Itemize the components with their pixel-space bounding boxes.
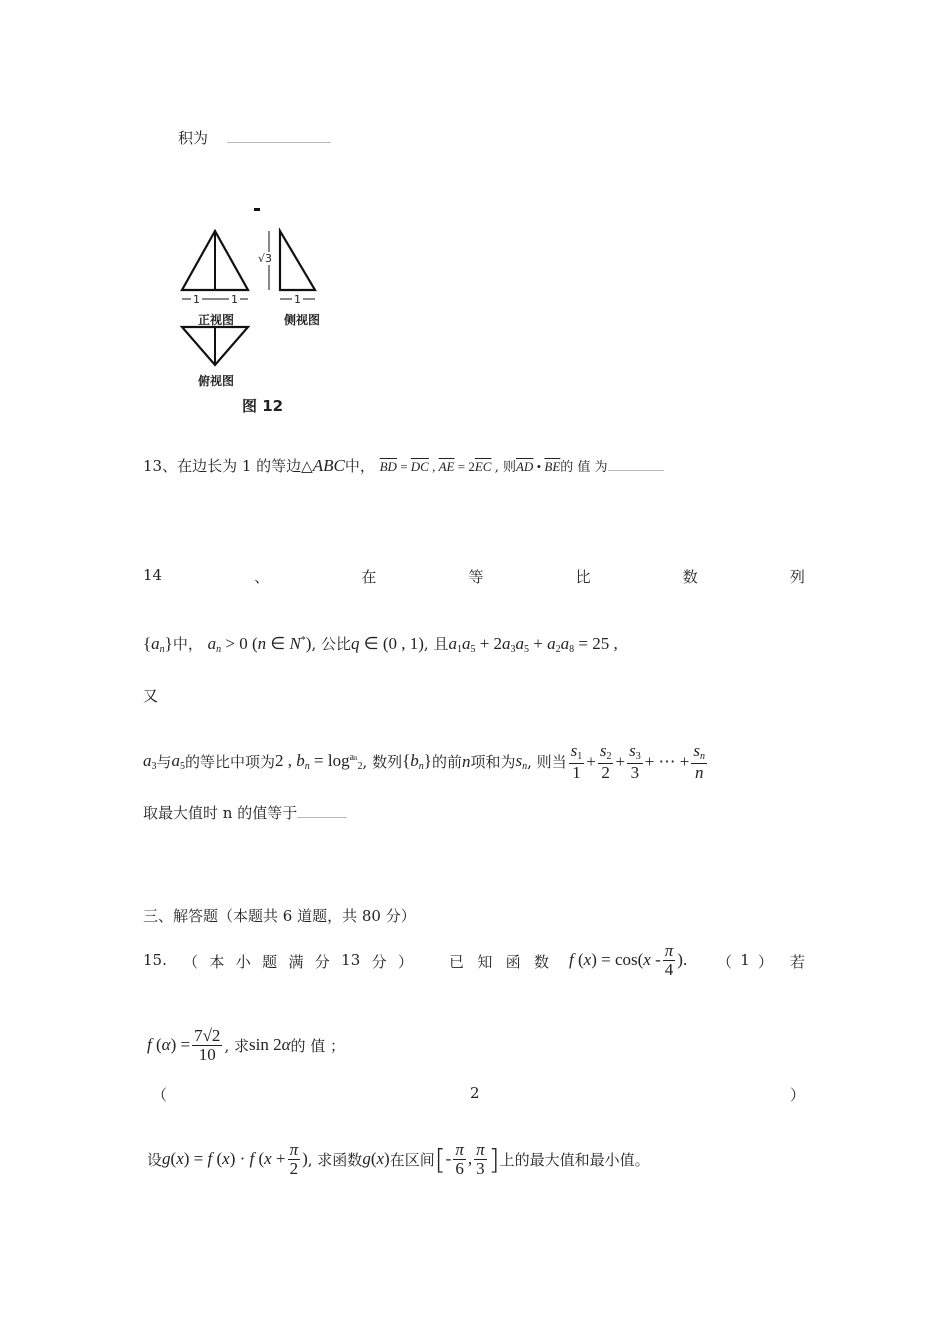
q15-text: ） (757, 953, 773, 971)
q14-text: 的前 (431, 753, 462, 772)
q15-char: 13 (341, 951, 361, 969)
q15-char: ） (397, 953, 413, 971)
q15-text: 上的最大值和最小值。 (499, 1150, 650, 1169)
q15-text: （ (717, 953, 733, 971)
q14-sn: $s_n$ (515, 751, 528, 773)
q13-dot-product: $\overline{AD}$ • $\overline{BE}$ (515, 459, 561, 474)
q15-fraction: $\frac{7√2}{10}$ (194, 1026, 221, 1064)
q15-g-def: g(x) = f (x) · f (x + (162, 1149, 286, 1169)
q14-text: 与 (156, 753, 172, 772)
q15-text: 在区间 (389, 1150, 435, 1169)
q15-char: 满 (288, 953, 304, 971)
q15-part2-close: ） (790, 1086, 806, 1104)
q14-char: 14 (143, 566, 163, 584)
q15-text: 设 (147, 1150, 163, 1169)
q15-text: , 求函数 (307, 1150, 363, 1169)
answer-blank (227, 142, 331, 143)
q14-char: 列 (789, 568, 805, 586)
q15-interval: [ - $\frac{\pi}{6}$ , $\frac{\pi}{3}$ ] (434, 1140, 500, 1178)
q14-ratio-range: q ∈ (0 , 1) (351, 634, 424, 653)
q15-gx: g(x) (362, 1149, 390, 1169)
dim-label-1b: 1 (231, 293, 238, 306)
q14-char: 数 (682, 568, 698, 586)
q14-sequence-bn: $\{b_n\}$ (402, 751, 432, 773)
q14-a3: $a_3$ (143, 751, 157, 773)
q15-char: 分 (314, 953, 330, 971)
q14-sum-expression: $\frac{s_1}{1}$ + $\frac{s_2}{2}$ + $\frac{s_3}{3}$ + ⋯ + $\frac{s_n}{n}$ (570, 741, 706, 782)
front-view-label: 正视图 (198, 313, 235, 327)
q14-text: 的等比中项为 (185, 753, 276, 772)
q14-condition-line (143, 633, 618, 655)
q15-part2-num: 2 (470, 1084, 480, 1102)
section-3-title: 三、解答题（本题共 6 道题，共 80 分） (143, 907, 416, 925)
q15-char: 本 (209, 953, 225, 971)
q15-number: 15. (143, 951, 167, 969)
q13-prefix: 13、在边长为 1 的等边△ (143, 457, 313, 475)
q14-text: , 数列 (362, 753, 403, 772)
figure-caption: 图 12 (242, 397, 284, 415)
q14-char: 等 (468, 568, 484, 586)
q14-text: , 且 (423, 635, 449, 653)
q14-equation: $a_1a_5 + 2a_3a_5 + a_2a_8 = 25$ , (448, 634, 618, 655)
top-view-label: 俯视图 (198, 374, 235, 388)
q15-pi-over-2: $\frac{\pi}{2}$ (289, 1140, 299, 1178)
q14-text: , 则当 (527, 753, 567, 772)
q14-sequence-an: $\{a_n\}$ (143, 634, 173, 655)
q14-positive-condition: $a_n > 0$ (n ∈ N*) (207, 634, 312, 655)
dim-label-1c: 1 (294, 293, 301, 306)
q15-char: 数 (533, 953, 549, 971)
question-14-header (143, 566, 805, 587)
dim-label-sqrt3: √3 (258, 252, 273, 265)
side-view-label: 侧视图 (284, 313, 321, 327)
q14-text: 取最大值时 n 的值等于 (143, 804, 298, 822)
q13-mid: 中， (344, 457, 375, 475)
q14-n: n (461, 751, 471, 771)
q15-text: , 求 (224, 1036, 249, 1055)
q13-vector-conditions: $\overline{BD} = \overline{DC}$ , $\overline{AE} = 2\overline{EC}$ (379, 459, 492, 474)
q15-part1-condition (147, 1027, 345, 1064)
q15-function-def: f (x) = cos(x - $\frac{\pi}{4}$ ). (569, 941, 688, 979)
prev-question-tail (178, 127, 331, 148)
q15-ruo: 若 (790, 953, 806, 971)
side-view-triangle (280, 231, 315, 290)
q15-char: 分 (371, 953, 387, 971)
q14-text: 中， (172, 635, 203, 653)
q14-char: 在 (361, 568, 377, 586)
q14-you: 又 (143, 687, 159, 705)
q14-text: , 公比 (311, 635, 352, 653)
q13-tail: 的 值 为 (560, 460, 608, 475)
q15-char: 函 (505, 953, 521, 971)
q15-text: 的 值 ； (290, 1036, 346, 1055)
q13-triangle: ABC (312, 456, 345, 475)
q14-char: 比 (575, 568, 591, 586)
q15-char: （ (183, 953, 199, 971)
figure-mark (254, 208, 260, 211)
dim-label-1a: 1 (193, 293, 200, 306)
q14-a5: $a_5$ (171, 751, 186, 773)
q15-f-alpha: f (α) = (147, 1035, 191, 1055)
q15-char: 题 (262, 953, 278, 971)
question-13 (143, 455, 664, 476)
q15-char: 小 (235, 953, 251, 971)
answer-blank (608, 470, 664, 471)
q14-bn-def: 2 , $b_n = \log^{an}_2$ (275, 751, 363, 773)
q14-text: 项和为 (470, 753, 516, 772)
q15-part2-open: （ (152, 1086, 168, 1104)
q14-question (143, 802, 347, 823)
q14-char: 、 (254, 568, 270, 586)
q15-char: 知 (477, 953, 493, 971)
q14-sum-line (143, 742, 709, 781)
q15-part1-label (717, 951, 773, 972)
q15-part2-question: 设 g(x) = f (x) · f (x + $\frac{\pi}{2}$ ) , 求函数 g(x) 在区间 [ - $\frac{\pi}{6}$ , $\frac{\pi}{3}$ ] 上的最大值和最小值。 (147, 1140, 650, 1178)
three-view-figure (170, 195, 330, 420)
q13-then: , 则 (494, 460, 516, 475)
q15-text: 1 (740, 951, 750, 969)
q15-known (449, 951, 549, 972)
q15-char: 已 (449, 953, 465, 971)
q15-intro (183, 951, 413, 972)
prev-question-text: 积为 (178, 129, 209, 147)
q15-sin2a: sin 2α (248, 1035, 291, 1055)
answer-blank (297, 817, 347, 818)
